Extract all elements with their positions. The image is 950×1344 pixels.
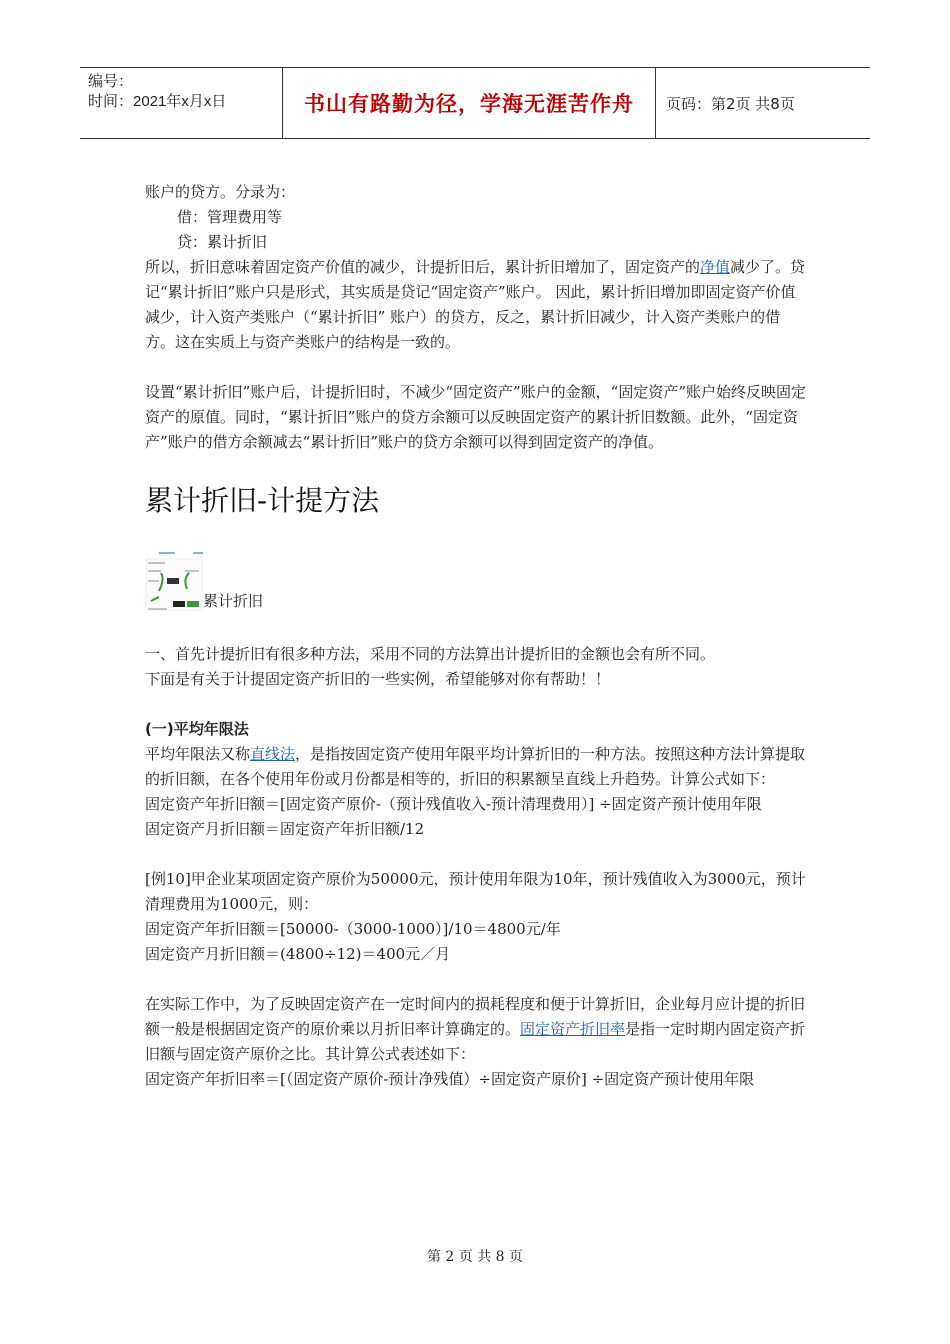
page-footer: 第 2 页 共 8 页 [426, 1249, 524, 1265]
formula: 固定资产年折旧额＝[固定资产原价-（预计残值收入-预计清理费用）] ÷固定资产预计使用年限 [145, 795, 762, 813]
paragraph: 下面是有关于计提固定资产折旧的一些实例，希望能够对你有帮助！！ [145, 670, 611, 688]
figure [145, 551, 810, 611]
paragraph-text: 所以，折旧意味着固定资产价值的减少，计提折旧后，累计折旧增加了，固定资产的 [145, 258, 701, 276]
example: [例10]甲企业某项固定资产原价为50000元，预计使用年限为10年，预计残值收入为3000元，预计清理费用为1000元，则： [145, 870, 806, 913]
number-label: 编号： [88, 73, 134, 90]
paragraph-text: 在实际工作中，为了反映固定资产在一定时间内的损耗程度和便于计算折旧，企业每月应计提的折旧额一般是根据固定资产的原价乘以月折旧率计算确定的。 [145, 995, 806, 1038]
section-title: 累计折旧-计提方法 [145, 484, 380, 517]
subsection-title: (一)平均年限法 [145, 720, 249, 738]
figure-caption: 累计折旧 [203, 592, 264, 610]
depreciation-rate-link[interactable]: 固定资产折旧率 [520, 1020, 626, 1038]
example: 固定资产月折旧额＝(4800÷12)＝400元／月 [145, 945, 451, 963]
paragraph-text: ，是指按固定资产使用年限平均计算折旧的一种方法。按照这种方法计算提取的折旧额，在各个使用年份或月份都是相等的，折旧的积累额呈直线上升趋势。计算公式如下： [145, 745, 806, 788]
paragraph-text: 是指一定时期内固定资产折旧额与固定资产原价之比。其计算公式表述如下： [145, 1020, 806, 1063]
paragraph [145, 742, 810, 792]
formula: 固定资产月折旧额＝固定资产年折旧额/12 [145, 820, 425, 838]
depreciation-diagram-image [145, 551, 203, 611]
straight-line-method-link[interactable]: 直线法 [250, 745, 296, 763]
paragraph-text: 平均年限法又称 [145, 745, 251, 763]
formula: 固定资产年折旧率＝[（固定资产原价-预计净残值）÷固定资产原价] ÷固定资产预计使用年限 [145, 1070, 755, 1088]
time-label: 时间：2021年x月x日 [88, 93, 227, 110]
paragraph: 设置“累计折旧”账户后，计提折旧时，不减少“固定资产”账户的金额，“固定资产”账户始终反映固定资产的原值。同时，“累计折旧”账户的贷方余额可以反映固定资产的累计折旧数额。此外，“固定资产”账户的借方余额减去“累计折旧”账户的贷方余额可以得到固定资产的净值。 [145, 383, 807, 451]
intro-line: 账户的贷方。分录为： [145, 183, 296, 201]
header-meta [80, 68, 283, 138]
credit-entry: 贷：累计折旧 [177, 233, 268, 251]
paragraph-text: 减少了。贷记“累计折旧”账户只是形式，其实质是贷记“固定资产”账户。 因此，累计折旧增加即固定资产价值减少，计入资产类账户（“累计折旧” 账户）的贷方，反之，累计折旧减少，计入资产类账户的借方。这在实质上与资产类账户的结构是一致的。 [145, 258, 806, 351]
document-header [80, 67, 870, 139]
debit-entry: 借：管理费用等 [177, 208, 283, 226]
header-motto: 书山有路勤为径，学海无涯苦作舟 [283, 68, 656, 138]
document-body [145, 180, 810, 1092]
header-page-info: 页码：第2页 共8页 [666, 94, 795, 113]
net-value-link[interactable]: 净值 [700, 258, 731, 276]
example: 固定资产年折旧额＝[50000-（3000-1000）]/10＝4800元/年 [145, 920, 561, 938]
paragraph [145, 992, 810, 1067]
paragraph [145, 255, 810, 355]
paragraph: 一、首先计提折旧有很多种方法，采用不同的方法算出计提折旧的金额也会有所不同。 [145, 645, 716, 663]
